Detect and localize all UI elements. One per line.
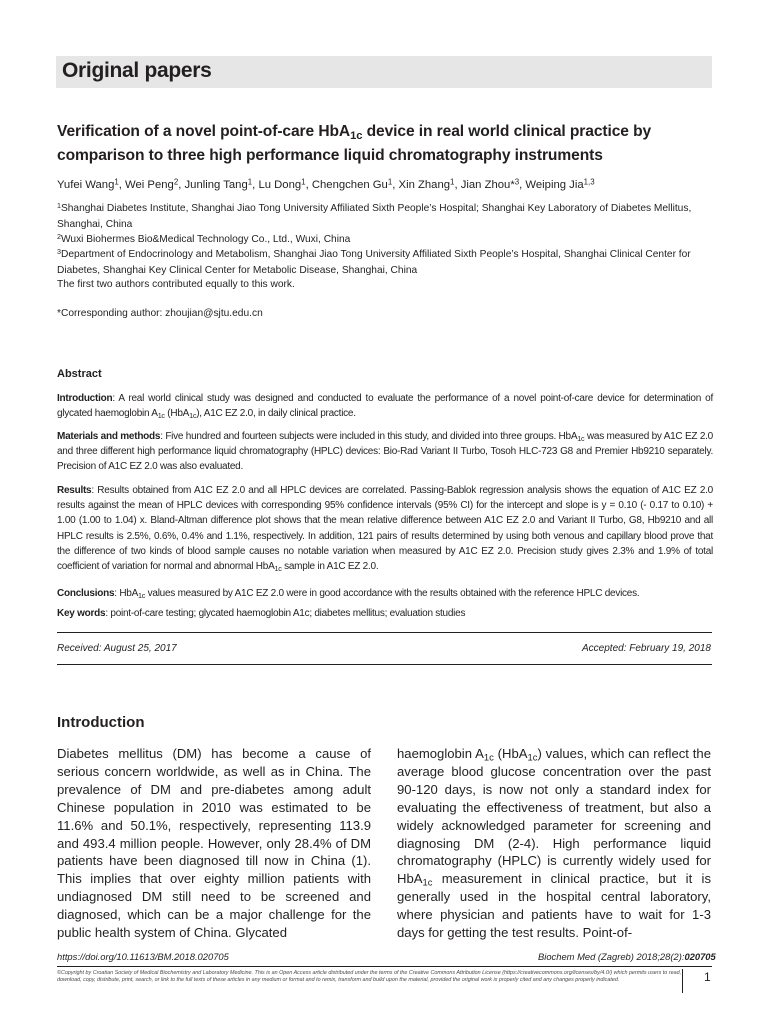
subscript: 1c — [138, 590, 146, 600]
abstract-results-label: Results — [57, 485, 92, 496]
author-name: Lu Dong — [258, 179, 302, 191]
author-name: Weiping Jia — [525, 179, 584, 191]
abstract-conclusions — [57, 586, 713, 601]
introduction-right-column — [397, 745, 711, 942]
section-label: Original papers — [62, 59, 212, 82]
author-name: Chengchen Gu — [311, 179, 388, 191]
author-name: Jian Zhou* — [460, 179, 515, 191]
abstract-text: (HbA — [164, 408, 190, 420]
subscript: 1c — [274, 563, 282, 573]
subscript: 1c — [157, 411, 165, 420]
affiliation-number: 1 — [57, 201, 61, 210]
affiliation-text: Department of Endocrinology and Metabolism, Shanghai Jiao Tong University Affiliated Sixth People’s Hospital, Shanghai Clinical Center for Diabetes, Shanghai Key Clinical Center for Metabolic Disease, Shanghai, China — [57, 249, 691, 276]
abstract-introduction — [57, 391, 713, 421]
author-affiliation-mark: 3 — [514, 177, 520, 187]
introduction-heading: Introduction — [57, 714, 145, 731]
affiliation-text: Shanghai Diabetes Institute, Shanghai Jiao Tong University Affiliated Sixth People’s Hospital; Shanghai Key Laboratory of Diabetes Mellitus, Shanghai, China — [57, 203, 692, 230]
author-name: Junling Tang — [184, 179, 248, 191]
subscript: 1c — [189, 411, 197, 420]
abstract-text: : HbA — [114, 588, 139, 599]
subscript: 1c — [527, 751, 538, 763]
author-affiliation-mark: 1 — [450, 177, 455, 187]
subscript: 1c — [422, 876, 433, 888]
author-affiliation-mark: 1 — [301, 177, 306, 187]
subscript: 1c — [577, 433, 585, 443]
received-date: Received: August 25, 2017 — [57, 643, 177, 654]
abstract-results — [57, 483, 713, 574]
abstract-text: sample in A1C EZ 2.0. — [281, 561, 379, 573]
introduction-left-column: Diabetes mellitus (DM) has become a cause of serious concern worldwide, as well as in China. The prevalence of DM and pre-diabetes among adult Chinese population in 2010 was estimated to be 11.6% and 50.1%, respectively, representing 113.9 and 493.4 million people. However, only 28.4% of DM patients have been diagnosed till now in China (1). This implies that over eighty million patients with undiagnosed DM still need to be screened and diagnosed, which can be a major challenge for the public health system of China. Glycated — [57, 746, 371, 941]
divider-top — [57, 632, 712, 633]
author-affiliation-mark: 1,3 — [583, 177, 595, 187]
article-title — [57, 120, 717, 168]
title-part-2: device in real world clinical practice by comparison to three high performance liquid chromatography instruments — [57, 123, 652, 164]
corresponding-author: *Corresponding author: zhoujian@sjtu.edu.cn — [57, 308, 263, 319]
affiliation-1 — [57, 201, 717, 232]
title-part-1: Verification of a novel point-of-care HbA — [57, 123, 351, 140]
subscript: 1c — [483, 751, 494, 763]
affiliation-3 — [57, 247, 717, 278]
abstract-text: was measured by A1C EZ 2.0 and three different high performance liquid chromatography (HPLC) devices: Bio-Rad Variant II Turbo, Tosoh HLC-723 G8 and Premier Hb9210 separately. Precision of A1C EZ 2.0 was also evaluated. — [57, 431, 713, 473]
section-header-bar — [56, 56, 712, 88]
author-affiliation-mark: 1 — [247, 177, 253, 187]
keywords-text: : point-of-care testing; glycated haemoglobin A1c; diabetes mellitus; evaluation studies — [105, 608, 466, 619]
abstract-methods — [57, 429, 713, 475]
title-subscript: 1c — [350, 129, 363, 142]
copyright-notice: ©Copyright by Croatian Society of Medical Biochemistry and Laboratory Medicine. This is an Open Access article distributed under the terms of the Creative Commons Attribution License (https://creativecommons.org/licenses/by/4.0/) which permits users to read, download, copy, distribute, print, search, or link to the full texts of these articles in any medium or format and to remix, transform and build upon the material, provided the original work is properly cited and any changes properly indicated. — [57, 970, 682, 984]
author-name: Yufei Wang — [57, 179, 115, 191]
abstract-text: : A real world clinical study was designed and conducted to evaluate the performance of a novel point-of-care device for determination of glycated haemoglobin A — [57, 393, 713, 420]
abstract-methods-label: Materials and methods — [57, 431, 161, 442]
author-name: Xin Zhang — [398, 179, 451, 191]
author-name: Wei Peng — [125, 179, 174, 191]
abstract-text: : Results obtained from A1C EZ 2.0 and all HPLC devices are correlated. Passing-Bablok regression analysis shows the equation of A1C EZ 2.0 results against the mean of HPLC devices with corresponding 95% confidence intervals (95% CI) for the intercept and slope is y = 0.10 (- 0.17 to 0.10) + 1.00 (1.00 to 1.04) x. Bland-Altman difference plot shows that the mean relative difference between A1C EZ 2.0 and Variant II Turbo, G8, Hb9210 and all HPLC results is 2.5%, 0.6%, 0.4% and 1.1%, respectively. In addition, 121 pairs of results determined by using both venous and capillary blood prove that the difference of two kinds of blood sample causes no notable variation when measured by A1C EZ 2.0. Precision study gives 2.3% and 1.9% of total coefficient of variation for normal and abnormal HbA — [57, 485, 713, 573]
abstract-heading: Abstract — [57, 368, 102, 380]
equal-contribution-note: The first two authors contributed equally to this work. — [57, 279, 295, 290]
body-text: ) values, which can reflect the average blood glucose concentration over the past 90-120 days, is now not only a standard index for evaluating the effectiveness of treatment, but also a widely acknowledged parameter for screening and diagnosing DM (2-4). High performance liquid chromatography (HPLC) is currently widely used for HbA — [397, 746, 711, 887]
abstract-text: : Five hundred and fourteen subjects were included in this study, and divided into three groups. HbA — [160, 431, 578, 442]
abstract-keywords — [57, 606, 713, 621]
abstract-conclusions-label: Conclusions — [57, 588, 115, 599]
affiliation-number: 3 — [57, 247, 61, 256]
page-number: 1 — [704, 970, 711, 984]
article-number: 020705 — [684, 951, 716, 962]
affiliation-number: 2 — [57, 232, 61, 241]
keywords-label: Key words — [57, 608, 106, 619]
doi-link[interactable]: https://doi.org/10.11613/BM.2018.020705 — [57, 951, 229, 962]
author-affiliation-mark: 1 — [387, 177, 393, 187]
body-text: haemoglobin A — [397, 746, 484, 761]
author-list: Yufei Wang$^1$, Wei Peng$^2$, Junling Tang$^1$, Lu Dong$^1$, Chengchen Gu$^1$, Xin Zhang$^1$, Jian Zhou*$^3$, Weiping Jia$^{1,3}$ — [57, 177, 595, 191]
journal-name: Biochem Med (Zagreb) 2018;28(2): — [538, 951, 685, 962]
body-text: (HbA — [493, 746, 528, 761]
page-number-divider — [682, 969, 683, 993]
author-affiliation-mark: 2 — [173, 177, 179, 187]
body-text: measurement in clinical practice, but it is generally used in the hospital central laboratory, where physician and patients have to wait for 1-3 days for getting the test results. Point-of- — [397, 871, 711, 941]
footer-divider — [57, 966, 712, 967]
abstract-introduction-label: Introduction — [57, 393, 113, 404]
author-affiliation-mark: 1 — [114, 177, 119, 187]
affiliation-2 — [57, 232, 717, 248]
accepted-date: Accepted: February 19, 2018 — [582, 643, 711, 654]
affiliation-text: Wuxi Biohermes Bio&Medical Technology Co., Ltd., Wuxi, China — [60, 234, 351, 245]
divider-bottom — [57, 664, 712, 665]
abstract-text: ), A1C EZ 2.0, in daily clinical practice. — [196, 408, 356, 420]
abstract-text: values measured by A1C EZ 2.0 were in good accordance with the results obtained with the reference HPLC devices. — [145, 588, 640, 599]
journal-citation — [538, 951, 716, 962]
